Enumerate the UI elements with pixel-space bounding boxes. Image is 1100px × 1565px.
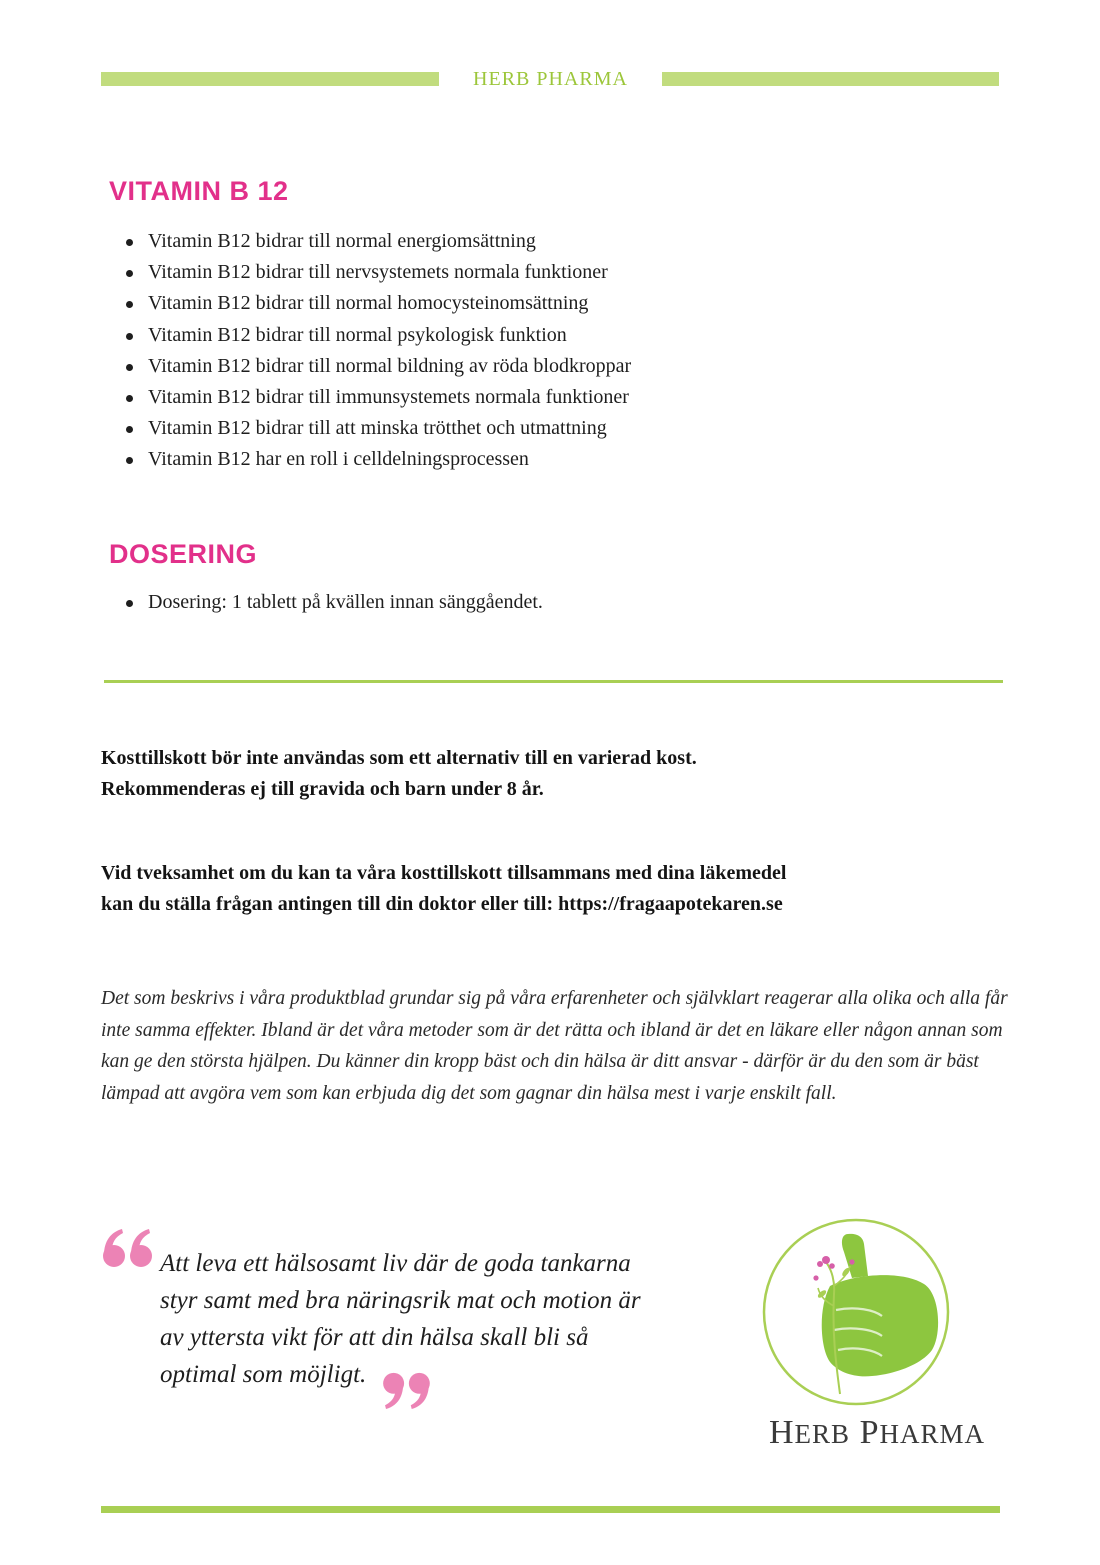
list-item: Vitamin B12 bidrar till normal energiomsättning xyxy=(124,226,631,257)
vitamin-list xyxy=(124,226,631,476)
footer-bar xyxy=(101,1506,1000,1513)
close-quote-icon xyxy=(381,1370,431,1410)
logo-wordmark xyxy=(745,1414,1009,1452)
list-item: Vitamin B12 bidrar till nervsystemets normala funktioner xyxy=(124,257,631,288)
quote-line: optimal som möjligt. xyxy=(160,1361,367,1388)
advice-line-2: kan du ställa frågan antingen till din doktor eller till: https://fragaapotekaren.se xyxy=(101,893,783,915)
header-brand: HERB PHARMA xyxy=(473,68,628,90)
advice-paragraph xyxy=(101,858,786,920)
advice-line-1: Vid tveksamhet om du kan ta våra kosttillskott tillsammans med dina läkemedel xyxy=(101,862,787,884)
logo-word-1: HERB xyxy=(768,1414,851,1451)
list-item: Vitamin B12 bidrar till normal psykologisk funktion xyxy=(124,320,631,351)
notice-paragraph xyxy=(101,743,697,805)
list-item: Dosering: 1 tablett på kvällen innan sänggåendet. xyxy=(124,587,543,618)
dosering-list xyxy=(124,587,543,618)
list-item: Vitamin B12 bidrar till att minska trötthet och utmattning xyxy=(124,413,631,444)
vitamin-title: VITAMIN B 12 xyxy=(109,176,289,206)
header-bar-left xyxy=(101,72,439,86)
quote-line: Att leva ett hälsosamt liv där de goda tankarna xyxy=(160,1250,631,1277)
open-quote-icon xyxy=(102,1228,154,1270)
list-item: Vitamin B12 bidrar till normal bildning av röda blodkroppar xyxy=(124,351,631,382)
logo-word-2: PHARMA xyxy=(859,1414,985,1451)
dosering-title: DOSERING xyxy=(109,539,258,569)
herb-pharma-logo xyxy=(756,1214,956,1410)
list-item: Vitamin B12 bidrar till immunsystemets normala funktioner xyxy=(124,382,631,413)
list-item: Vitamin B12 har en roll i celldelningsprocessen xyxy=(124,444,631,475)
notice-line-2: Rekommenderas ej till gravida och barn under 8 år. xyxy=(101,778,544,800)
fist-icon xyxy=(822,1275,938,1376)
disclaimer-text: Det som beskrivs i våra produktblad grundar sig på våra erfarenheter och självklart reagerar alla olika och alla får inte samma effekter. Ibland är det våra metoder som är det rätta och ibland är det en läkare eller någon annan som kan ge den största hjälpen. Du känner din kropp bäst och din hälsa är ditt ansvar - därför är du den som är bäst lämpad att avgöra vem som kan erbjuda dig det som gagnar din hälsa mest i varje enskilt fall. xyxy=(101,988,1008,1104)
section-divider xyxy=(104,680,1003,683)
notice-line-1: Kosttillskott bör inte användas som ett alternativ till en varierad kost. xyxy=(101,747,697,769)
list-item: Vitamin B12 bidrar till normal homocysteinomsättning xyxy=(124,288,631,319)
quote-line: av yttersta vikt för att din hälsa skall bli så xyxy=(160,1324,589,1351)
quote-line: styr samt med bra näringsrik mat och motion är xyxy=(160,1287,641,1314)
header-bar-right xyxy=(662,72,999,86)
